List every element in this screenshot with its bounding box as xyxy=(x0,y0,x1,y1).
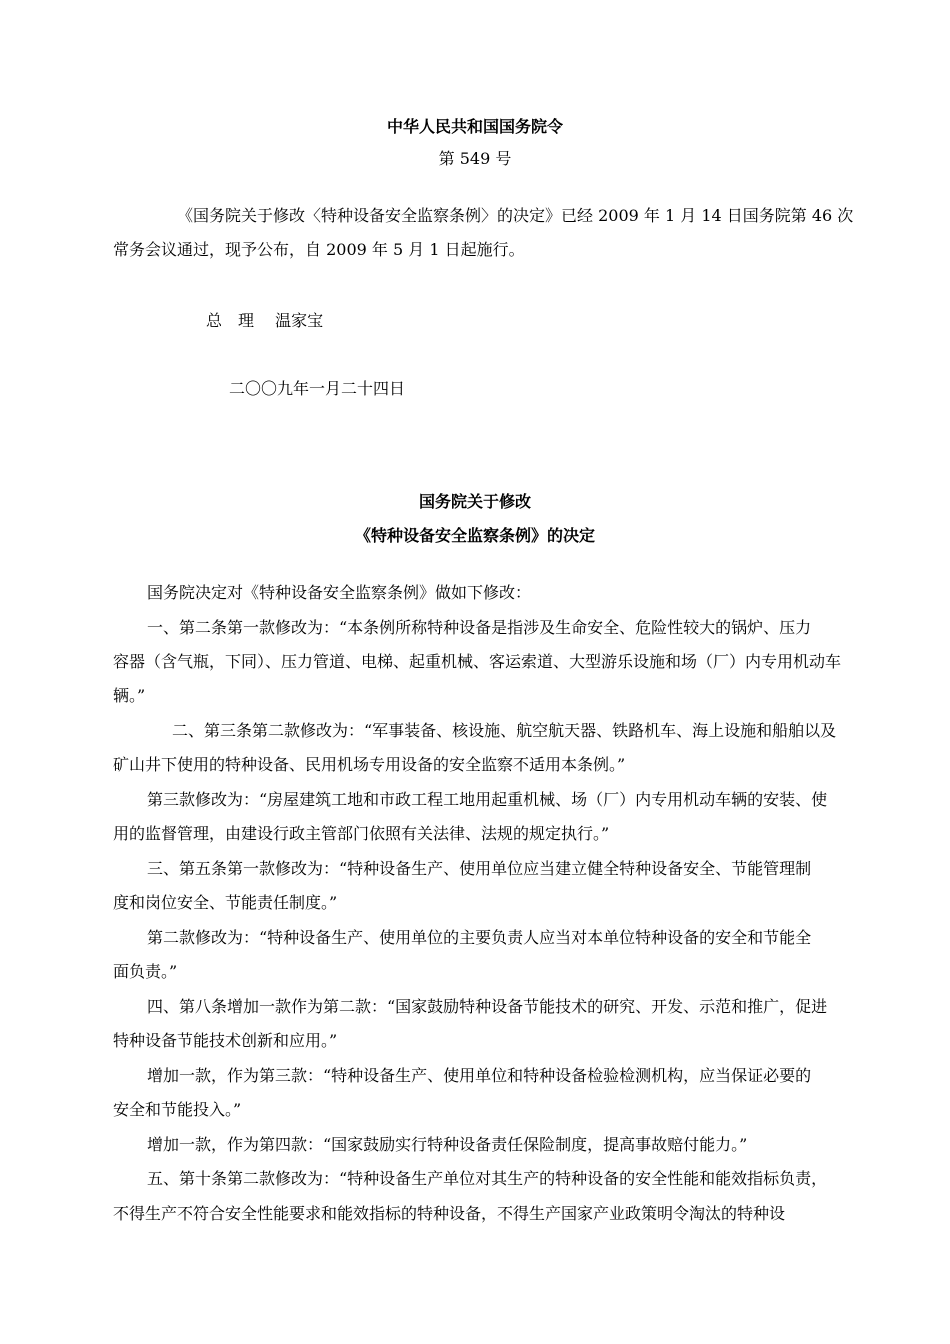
decision-title-line-1: 国务院关于修改 xyxy=(418,492,531,511)
decision-line-19: 不得生产不符合安全性能要求和能效指标的特种设备，不得生产国家产业政策明令淘汰的特种设 xyxy=(113,1204,786,1223)
order-body-line-1: 《国务院关于修改〈特种设备安全监察条例〉的决定》已经 2009 年 1 月 14 日国务院第 46 次 xyxy=(177,206,854,225)
decision-line-4: 辆。” xyxy=(113,686,146,705)
order-number: 第 549 号 xyxy=(438,149,512,168)
decision-line-14: 特种设备节能技术创新和应用。” xyxy=(113,1031,338,1050)
decision-line-7: 第三款修改为：“房屋建筑工地和市政工程工地用起重机械、场（厂）内专用机动车辆的安装、使 xyxy=(147,790,828,809)
order-title: 中华人民共和国国务院令 xyxy=(386,117,563,136)
decision-line-17: 增加一款，作为第四款：“国家鼓励实行特种设备责任保险制度，提高事故赔付能力。” xyxy=(147,1135,748,1154)
decision-line-8: 用的监督管理，由建设行政主管部门依照有关法律、法规的规定执行。” xyxy=(113,824,610,843)
decision-line-3: 容器（含气瓶，下同）、压力管道、电梯、起重机械、客运索道、大型游乐设施和场（厂）内专用机动车 xyxy=(113,652,842,671)
decision-line-10: 度和岗位安全、节能责任制度。” xyxy=(113,893,338,912)
decision-line-15: 增加一款，作为第三款：“特种设备生产、使用单位和特种设备检验检测机构，应当保证必要的 xyxy=(147,1066,812,1085)
decision-line-1: 国务院决定对《特种设备安全监察条例》做如下修改： xyxy=(147,583,532,602)
decision-line-6: 矿山井下使用的特种设备、民用机场专用设备的安全监察不适用本条例。” xyxy=(113,755,626,774)
order-date: 二〇〇九年一月二十四日 xyxy=(229,379,406,398)
decision-line-13: 四、第八条增加一款作为第二款：“国家鼓励特种设备节能技术的研究、开发、示范和推广，促进 xyxy=(147,997,828,1016)
decision-line-12: 面负责。” xyxy=(113,962,178,981)
decision-line-18: 五、第十条第二款修改为：“特种设备生产单位对其生产的特种设备的安全性能和能效指标负责， xyxy=(147,1169,828,1188)
decision-line-2: 一、第二条第一款修改为：“本条例所称特种设备是指涉及生命安全、危险性较大的锅炉、压力 xyxy=(147,618,812,637)
decision-line-16: 安全和节能投入。” xyxy=(113,1100,242,1119)
order-body-line-2: 常务会议通过，现予公布，自 2009 年 5 月 1 日起施行。 xyxy=(113,240,525,259)
decision-line-5: 二、第三条第二款修改为：“军事装备、核设施、航空航天器、铁路机车、海上设施和船舶以及 xyxy=(172,721,837,740)
decision-line-9: 三、第五条第一款修改为：“特种设备生产、使用单位应当建立健全特种设备安全、节能管理制 xyxy=(147,859,812,878)
decision-title-line-2: 《特种设备安全监察条例》的决定 xyxy=(354,526,595,545)
signature: 总 理 温家宝 xyxy=(206,311,324,330)
decision-line-11: 第二款修改为：“特种设备生产、使用单位的主要负责人应当对本单位特种设备的安全和节能全 xyxy=(147,928,812,947)
